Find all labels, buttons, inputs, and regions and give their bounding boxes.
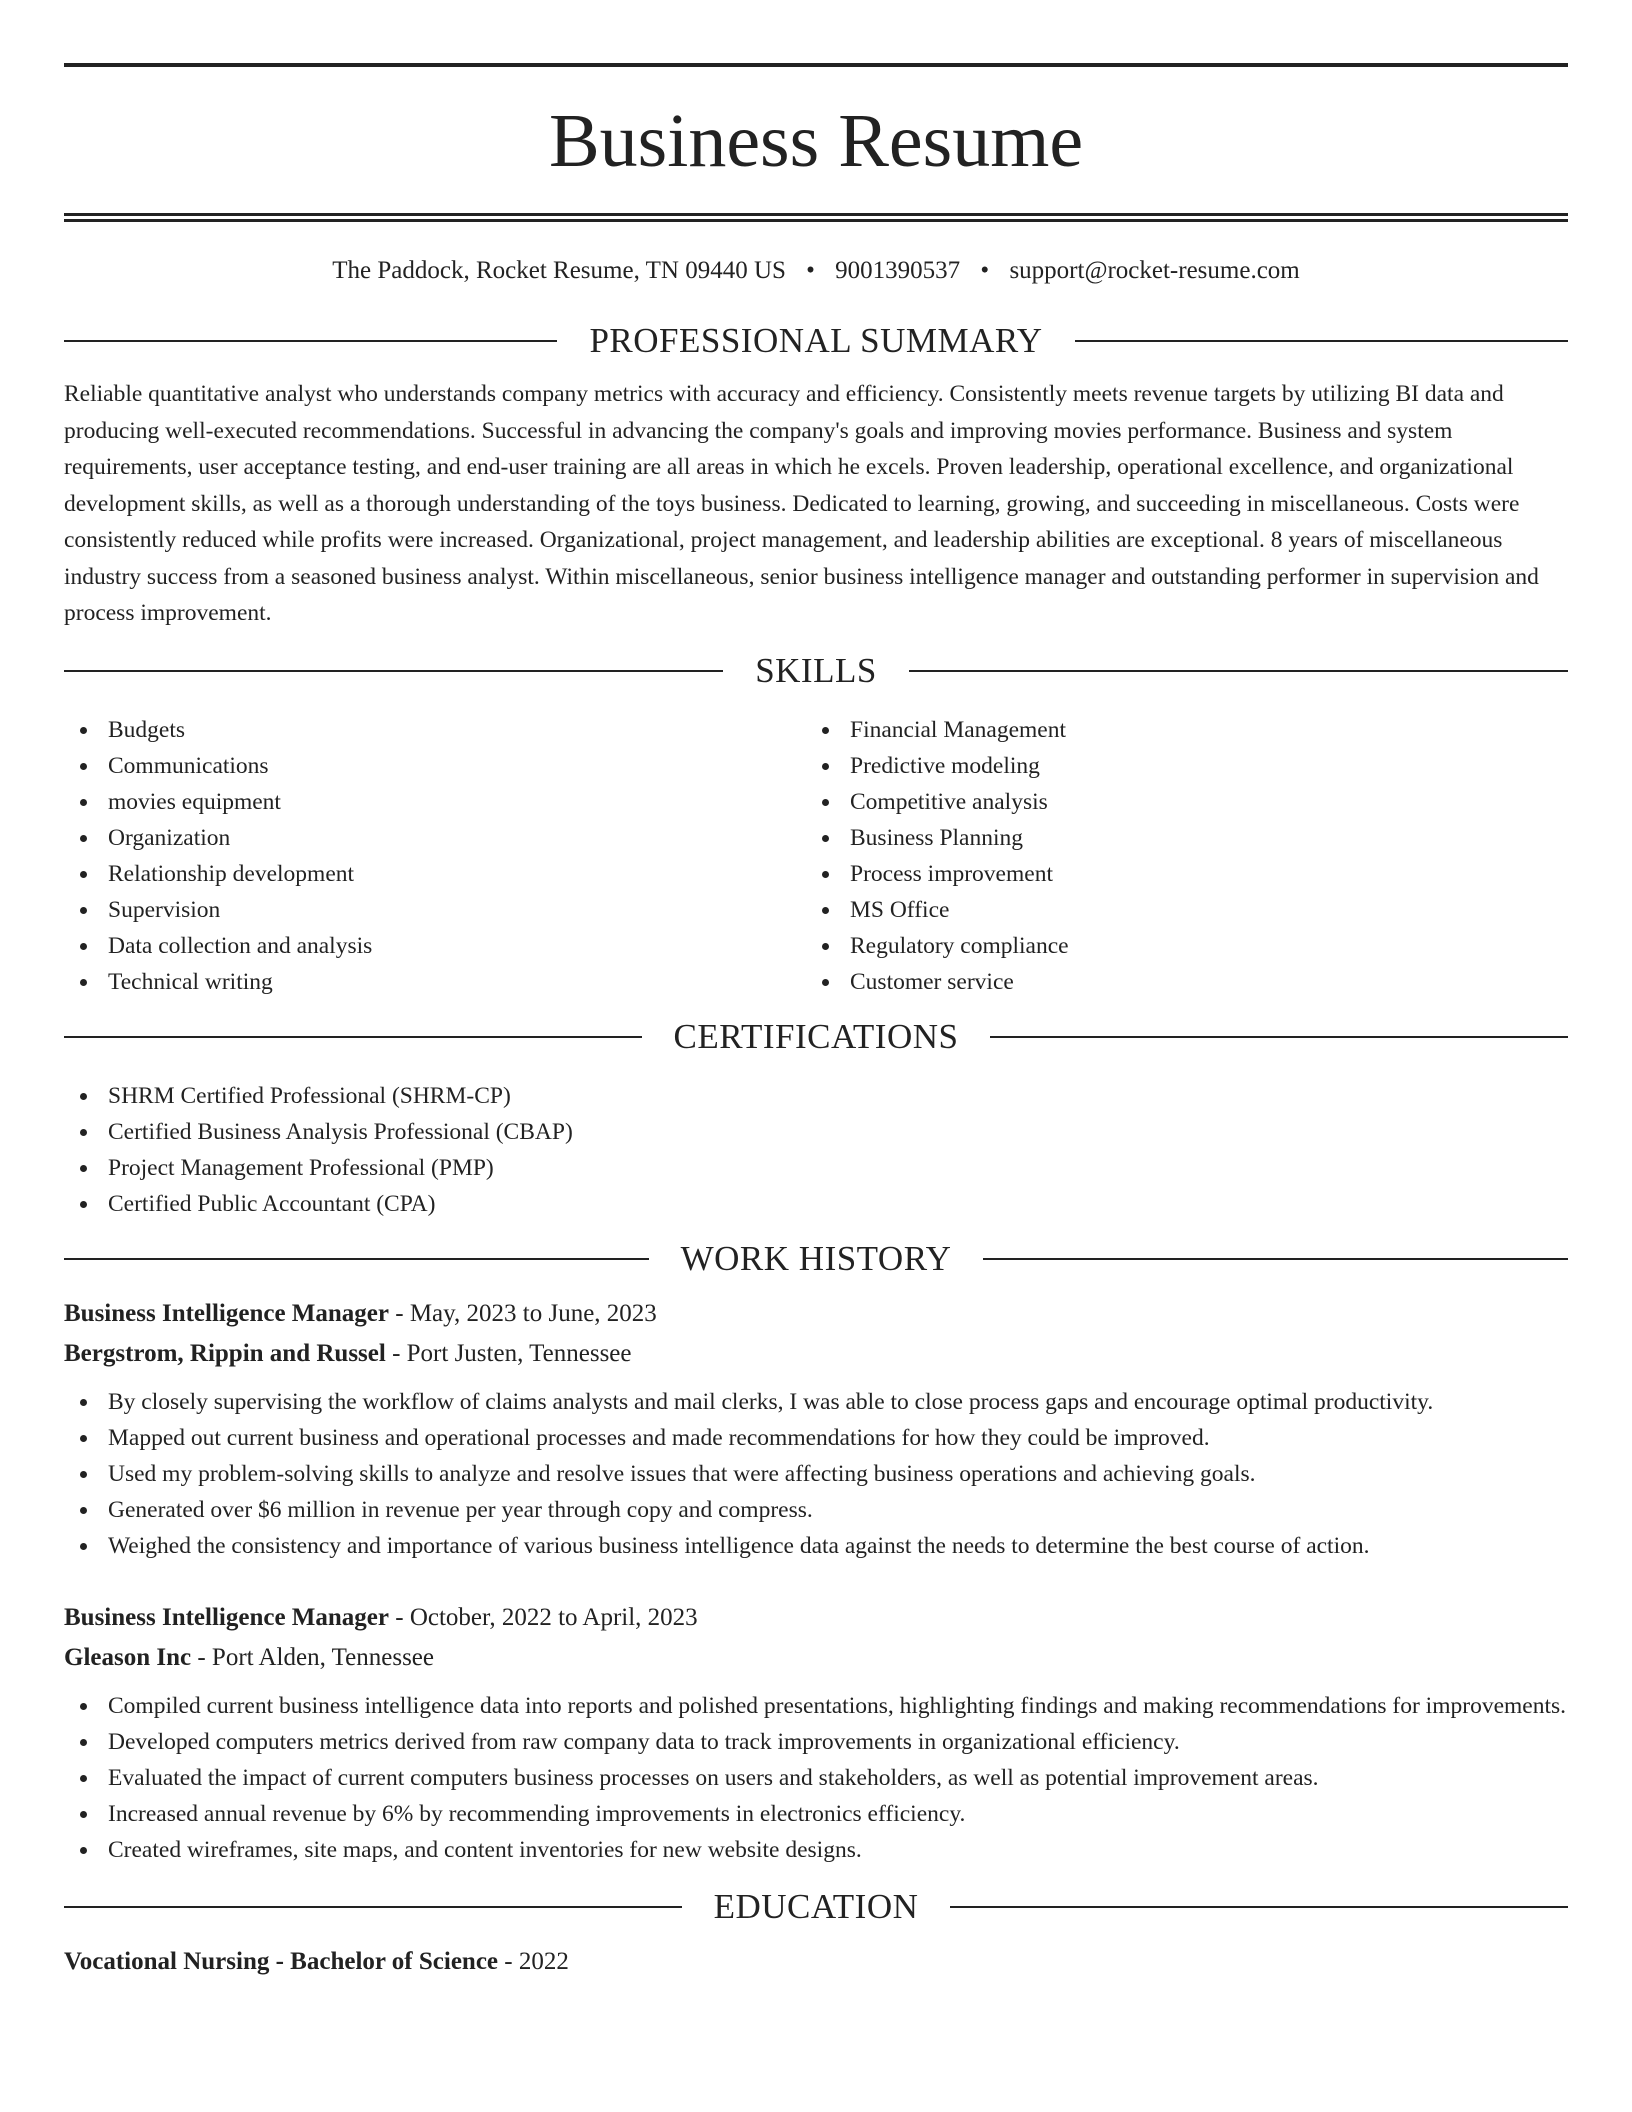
education-degree: Vocational Nursing - Bachelor of Science bbox=[64, 1947, 499, 1975]
job-title-line bbox=[64, 1294, 1568, 1334]
list-item: Weighed the consistency and importance of various business intelligence data against the needs to determine the best course of action. bbox=[64, 1528, 1568, 1564]
list-item: Increased annual revenue by 6% by recommending improvements in electronics efficiency. bbox=[64, 1796, 1568, 1832]
list-item: movies equipment bbox=[64, 784, 806, 820]
list-item: Technical writing bbox=[64, 964, 806, 1000]
section-header-summary bbox=[64, 320, 1568, 362]
list-item: Business Planning bbox=[806, 820, 1548, 856]
list-item: Customer service bbox=[806, 964, 1548, 1000]
section-title-certifications: CERTIFICATIONS bbox=[673, 1016, 959, 1056]
section-title-education: EDUCATION bbox=[713, 1886, 919, 1926]
list-item: Predictive modeling bbox=[806, 748, 1548, 784]
list-item: Compiled current business intelligence data into reports and polished presentations, highlighting findings and making recommendations for improvements. bbox=[64, 1688, 1568, 1724]
list-item: Certified Business Analysis Professional (CBAP) bbox=[64, 1114, 1568, 1150]
job-role: Business Intelligence Manager bbox=[64, 1299, 389, 1327]
job-dates: - October, 2022 to April, 2023 bbox=[389, 1603, 698, 1631]
list-item: Evaluated the impact of current computers business processes on users and stakeholders, as well as potential improvement areas. bbox=[64, 1760, 1568, 1796]
list-item: By closely supervising the workflow of claims analysts and mail clerks, I was able to close process gaps and encourage optimal productivity. bbox=[64, 1384, 1568, 1420]
list-item: Data collection and analysis bbox=[64, 928, 806, 964]
job-title-line bbox=[64, 1598, 1568, 1638]
job-location: - Port Justen, Tennessee bbox=[385, 1339, 632, 1367]
list-item: Project Management Professional (PMP) bbox=[64, 1150, 1568, 1186]
job-company-line bbox=[64, 1638, 1568, 1678]
list-item: Generated over $6 million in revenue per year through copy and compress. bbox=[64, 1492, 1568, 1528]
contact-address: The Paddock, Rocket Resume, TN 09440 US bbox=[332, 257, 786, 284]
skills-columns bbox=[64, 712, 1568, 1000]
contact-line bbox=[64, 256, 1568, 286]
contact-separator: • bbox=[980, 257, 990, 284]
job-dates: - May, 2023 to June, 2023 bbox=[389, 1299, 657, 1327]
section-title-summary: PROFESSIONAL SUMMARY bbox=[589, 321, 1043, 360]
list-item: Developed computers metrics derived from raw company data to track improvements in organizational efficiency. bbox=[64, 1724, 1568, 1760]
section-rule bbox=[1075, 340, 1568, 342]
list-item: Budgets bbox=[64, 712, 806, 748]
job-entry bbox=[64, 1294, 1568, 1564]
skills-list-right bbox=[806, 712, 1548, 1000]
section-title-skills: SKILLS bbox=[755, 650, 877, 690]
list-item: Process improvement bbox=[806, 856, 1548, 892]
list-item: Competitive analysis bbox=[806, 784, 1548, 820]
top-rule bbox=[64, 63, 1568, 67]
section-header-skills bbox=[64, 650, 1568, 692]
section-rule bbox=[64, 670, 723, 672]
list-item: Certified Public Accountant (CPA) bbox=[64, 1186, 1568, 1222]
job-company: Bergstrom, Rippin and Russel bbox=[64, 1339, 386, 1367]
job-role: Business Intelligence Manager bbox=[64, 1603, 389, 1631]
section-rule bbox=[64, 340, 557, 342]
list-item: Relationship development bbox=[64, 856, 806, 892]
section-rule bbox=[990, 1036, 1568, 1038]
list-item: MS Office bbox=[806, 892, 1548, 928]
list-item: Communications bbox=[64, 748, 806, 784]
section-header-certifications bbox=[64, 1016, 1568, 1058]
contact-separator: • bbox=[806, 257, 815, 284]
list-item: SHRM Certified Professional (SHRM-CP) bbox=[64, 1078, 1568, 1114]
section-rule bbox=[950, 1906, 1568, 1908]
contact-phone: 9001390537 bbox=[835, 257, 961, 284]
job-bullets bbox=[64, 1384, 1568, 1564]
list-item: Organization bbox=[64, 820, 806, 856]
list-item: Mapped out current business and operational processes and made recommendations for how they could be improved. bbox=[64, 1420, 1568, 1456]
list-item: Used my problem-solving skills to analyze and resolve issues that were affecting business operations and achieving goals. bbox=[64, 1456, 1568, 1492]
section-rule bbox=[64, 1036, 642, 1038]
section-title-work: WORK HISTORY bbox=[680, 1238, 952, 1278]
resume-page bbox=[64, 0, 1568, 1982]
section-rule bbox=[64, 1258, 649, 1260]
job-bullets bbox=[64, 1688, 1568, 1868]
list-item: Supervision bbox=[64, 892, 806, 928]
list-item: Created wireframes, site maps, and content inventories for new website designs. bbox=[64, 1832, 1568, 1868]
section-rule bbox=[64, 1906, 682, 1908]
job-location: - Port Alden, Tennessee bbox=[191, 1643, 434, 1671]
list-item: Financial Management bbox=[806, 712, 1548, 748]
certifications-list bbox=[64, 1078, 1568, 1222]
section-header-education bbox=[64, 1886, 1568, 1928]
resume-title: Business Resume bbox=[548, 99, 1084, 183]
contact-email[interactable]: support@rocket-resume.com bbox=[1009, 257, 1300, 284]
section-rule bbox=[909, 670, 1568, 672]
job-company: Gleason Inc bbox=[64, 1643, 192, 1671]
education-year: - 2022 bbox=[498, 1947, 569, 1975]
list-item: Regulatory compliance bbox=[806, 928, 1548, 964]
section-header-work bbox=[64, 1238, 1568, 1280]
job-company-line bbox=[64, 1334, 1568, 1374]
section-rule bbox=[983, 1258, 1568, 1260]
skills-list-left bbox=[64, 712, 806, 1000]
job-entry bbox=[64, 1598, 1568, 1868]
double-rule bbox=[64, 213, 1568, 222]
education-line bbox=[64, 1942, 1568, 1982]
summary-text: Reliable quantitative analyst who understands company metrics with accuracy and efficiency. Consistently meets revenue targets by utilizing BI data and producing well-executed recommendations. Successful in advancing the company's goals and improving movies performance. Business and system requirements, user acceptance testing, and end-user training are all areas in which he excels. Proven leadership, operational excellence, and organizational development skills, as well as a thorough understanding of the toys business. Dedicated to learning, growing, and succeeding in miscellaneous. Costs were consistently reduced while profits were increased. Organizational, project management, and leadership abilities are exceptional. 8 years of miscellaneous industry success from a seasoned business analyst. Within miscellaneous, senior business intelligence manager and outstanding performer in supervision and process improvement. bbox=[64, 381, 1539, 626]
